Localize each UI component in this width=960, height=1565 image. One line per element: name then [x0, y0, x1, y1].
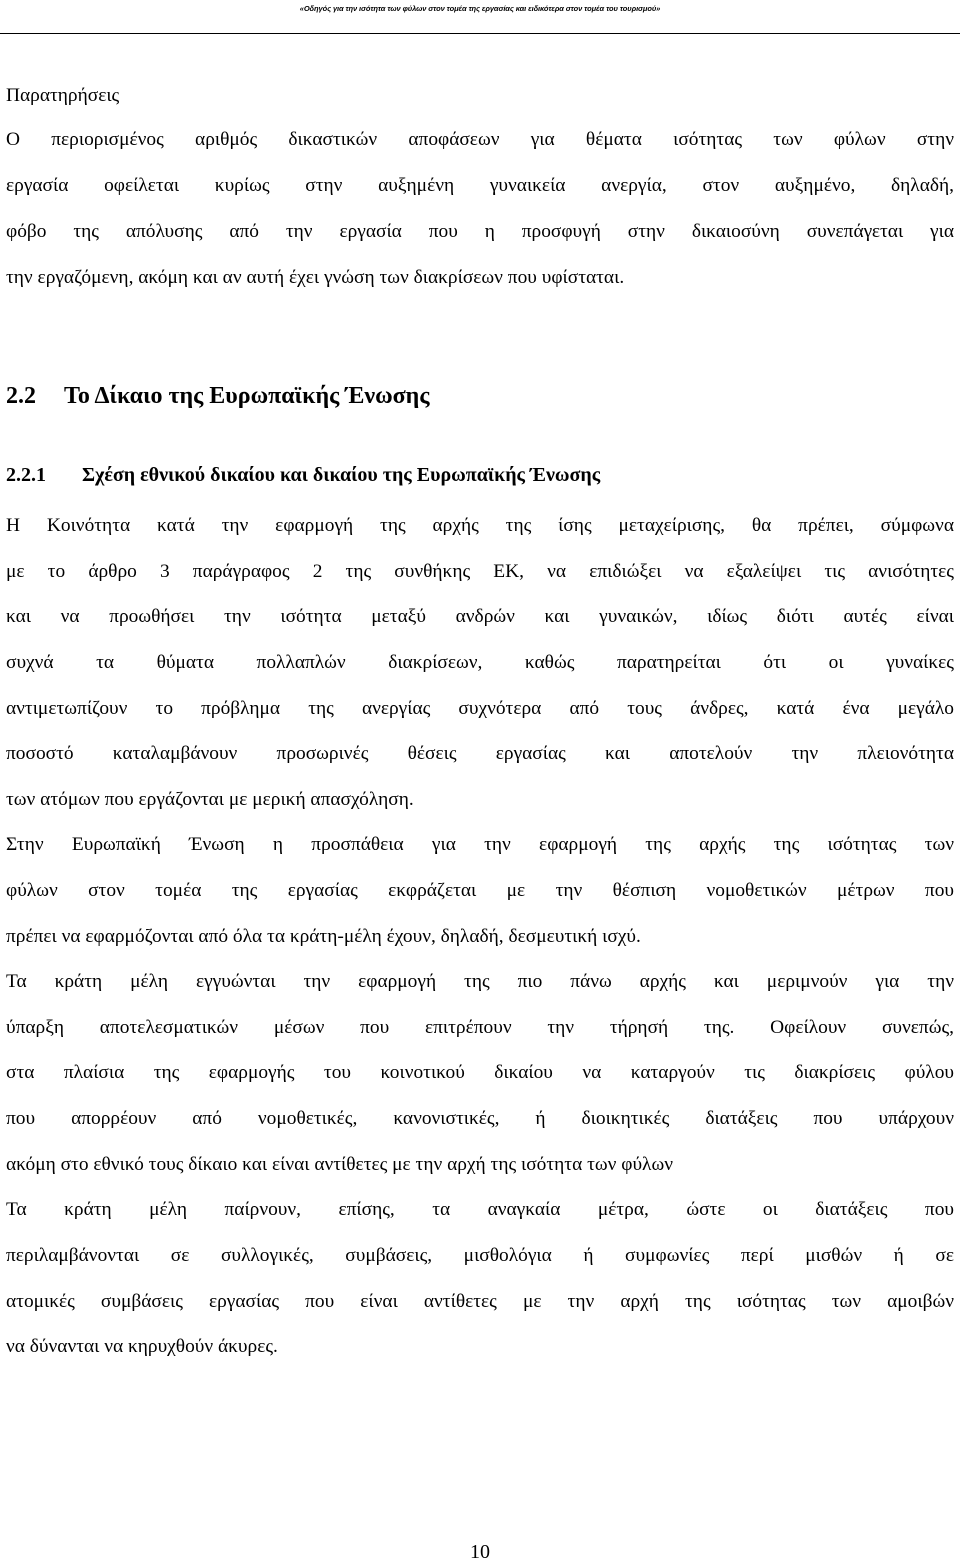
paragraph-line: ποσοστό καταλαμβάνουν προσωρινές θέσεις εργασίας και αποτελούν την πλειονότητα: [6, 743, 954, 764]
section-number: 2.2: [6, 383, 36, 409]
paragraph-line: Τα κράτη μέλη εγγυώνται την εφαρμογή της πιο πάνω αρχής και μεριμνούν για την: [6, 971, 954, 992]
subsection-heading: [6, 462, 600, 488]
paragraph-line: των ατόμων που εργάζονται με μερική απασχόληση.: [6, 789, 414, 810]
paragraph-line: φύλων στον τομέα της εργασίας εκφράζεται με την θέσπιση νομοθετικών μέτρων που: [6, 880, 954, 901]
observations-heading: Παρατηρήσεις: [6, 85, 120, 106]
paragraph-line: να δύνανται να κηρυχθούν άκυρες.: [6, 1336, 278, 1357]
observations-line: εργασία οφείλεται κυρίως στην αυξημένη γυναικεία ανεργία, στον αυξημένο, δηλαδή,: [6, 175, 954, 196]
page-header: [0, 0, 960, 40]
subsection-title: Σχέση εθνικού δικαίου και δικαίου της Ευρωπαϊκής Ένωσης: [82, 464, 601, 486]
paragraph-line: περιλαμβάνονται σε συλλογικές, συμβάσεις, μισθολόγια ή συμφωνίες περί μισθών ή σε: [6, 1245, 954, 1266]
observations-line: την εργαζόμενη, ακόμη και αν αυτή έχει γνώση των διακρίσεων που υφίσταται.: [6, 267, 625, 288]
observations-line: Ο περιορισμένος αριθμός δικαστικών αποφάσεων για θέματα ισότητας των φύλων στην: [6, 129, 954, 150]
section-heading: [6, 381, 429, 411]
paragraph-line: Η Κοινότητα κατά την εφαρμογή της αρχής της ίσης μεταχείρισης, θα πρέπει, σύμφωνα: [6, 515, 954, 536]
paragraph-line: πρέπει να εφαρμόζονται από όλα τα κράτη-μέλη έχουν, δηλαδή, δεσμευτική ισχύ.: [6, 926, 641, 947]
paragraph-line: στα πλαίσια της εφαρμογής του κοινοτικού δικαίου να καταργούν τις διακρίσεις φύλου: [6, 1062, 954, 1083]
observations-line: φόβο της απόλυσης από την εργασία που η προσφυγή στην δικαιοσύνη συνεπάγεται για: [6, 221, 954, 242]
header-divider: [0, 33, 960, 34]
paragraph-line: ακόμη στο εθνικό τους δίκαιο και είναι αντίθετες με την αρχή της ισότητα των φύλων: [6, 1154, 673, 1175]
paragraph-line: αντιμετωπίζουν το πρόβλημα της ανεργίας συχνότερα από τους άνδρες, κατά ένα μεγάλο: [6, 698, 954, 719]
paragraph-line: Στην Ευρωπαϊκή Ένωση η προσπάθεια για την εφαρμογή της αρχής της ισότητας των: [6, 834, 954, 855]
section-title: Το Δίκαιο της Ευρωπαϊκής Ένωσης: [64, 383, 430, 409]
paragraph-line: Τα κράτη μέλη παίρνουν, επίσης, τα αναγκαία μέτρα, ώστε οι διατάξεις που: [6, 1199, 954, 1220]
paragraph-line: ατομικές συμβάσεις εργασίας που είναι αντίθετες με την αρχή της ισότητας των αμοιβών: [6, 1291, 954, 1312]
subsection-number: 2.2.1: [6, 464, 46, 486]
page-number: 10: [470, 1541, 490, 1563]
paragraph-line: ύπαρξη αποτελεσματικών μέσων που επιτρέπουν την τήρησή της. Οφείλουν συνεπώς,: [6, 1017, 954, 1038]
header-title: «Οδηγός για την ισότητα των φύλων στον τομέα της εργασίας και ειδικότερα στον τομέα του τουρισμού»: [299, 4, 661, 13]
paragraph-line: που απορρέουν από νομοθετικές, κανονιστικές, ή διοικητικές διατάξεις που υπάρχουν: [6, 1108, 954, 1129]
paragraph-line: συχνά τα θύματα πολλαπλών διακρίσεων, καθώς παρατηρείται ότι οι γυναίκες: [6, 652, 954, 673]
paragraph-line: και να προωθήσει την ισότητα μεταξύ ανδρών και γυναικών, ιδίως διότι αυτές είναι: [6, 606, 954, 627]
paragraph-line: με το άρθρο 3 παράγραφος 2 της συνθήκης ΕΚ, να επιδιώξει να εξαλείψει τις ανισότητες: [6, 561, 954, 582]
